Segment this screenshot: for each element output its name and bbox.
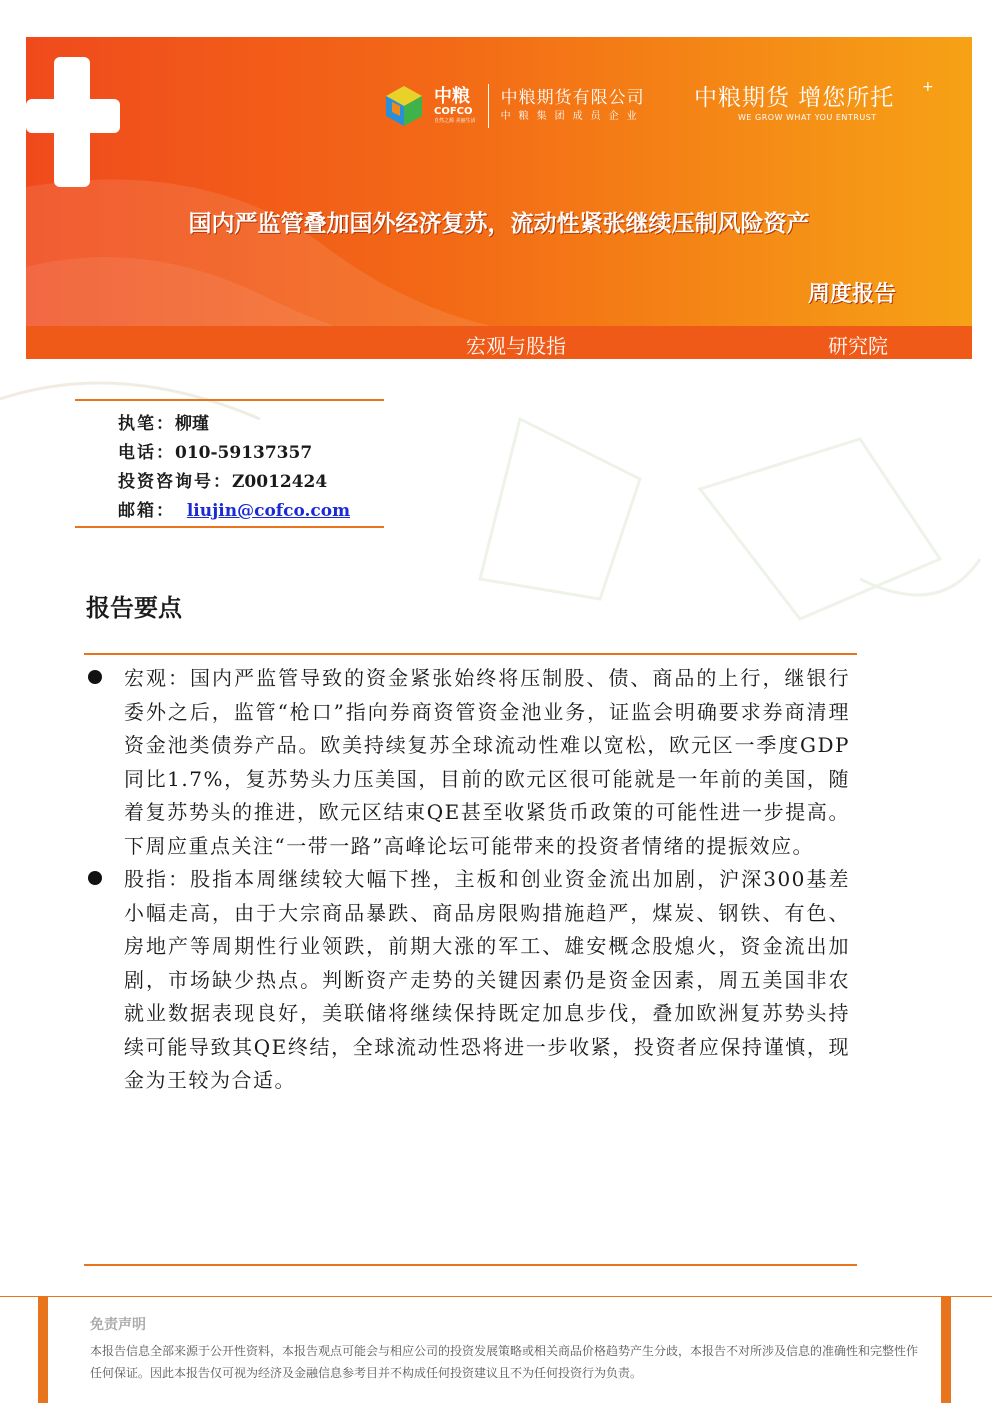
cofco-logo — [382, 81, 645, 131]
disclaimer-title: 免责声明 — [90, 1317, 146, 1333]
bullet-text: 股指：股指本周继续较大幅下挫，主板和创业资金流出加剧，沪深300基差小幅走高，由于大宗商品暴跌、商品房限购措施趋严，煤炭、钢铁、有色、房地产等周期性行业领跌，前期大涨的军工、雄安概念股熄火，资金流出加剧，市场缺少热点。判断资产走势的关键因素仍是资金因素，周五美国非农就业数据表现良好，美联储将继续保持既定加息步伐，叠加欧洲复苏势头持续可能导致其QE终结，全球流动性恐将进一步收紧，投资者应保持谨慎，现金为王较为合适。 — [124, 867, 850, 1092]
key-points-list — [88, 662, 850, 1098]
slogan — [694, 79, 934, 123]
disclaimer-footer — [0, 1290, 992, 1403]
phone-number: 010-59137357 — [175, 443, 313, 463]
department: 研究院 — [828, 334, 888, 358]
logo-en-text: COFCO — [434, 105, 473, 117]
bullet-icon — [88, 871, 102, 885]
company-subtitle: 中粮集团成员企业 — [500, 111, 645, 122]
slogan-en: WE GROW WHAT YOU ENTRUST — [738, 113, 877, 122]
writer-name: 柳瑾 — [175, 414, 209, 434]
license-number: Z0012424 — [232, 472, 328, 492]
license-line: 投资咨询号：Z0012424 — [118, 472, 328, 492]
bullet-text: 宏观：国内严监管导致的资金紧张始终将压制股、债、商品的上行，继银行委外之后，监管“枪口”指向券商资管资金池业务，证监会明确要求券商清理资金池类债券产品。欧美持续复苏全球流动性难以宽松，欧元区一季度GDP同比1.7%，复苏势头力压美国，目前的欧元区很可能就是一年前的美国，随着复苏势头的推进，欧元区结束QE甚至收紧货币政策的可能性进一步提高。下周应重点关注“一带一路”高峰论坛可能带来的投资者情绪的提振效应。 — [124, 666, 850, 858]
disclaimer-text: 本报告信息全部来源于公开性资料，本报告观点可能会与相应公司的投资发展策略或相关商品价格趋势产生分歧，本报告不对所涉及信息的准确性和完整性作任何保证。因此本报告仅可视为经济及金融信息参考目并不构成任何投资建议且不为任何投资行为负责。 — [90, 1344, 919, 1380]
logo-cn-text: 中粮 — [434, 85, 470, 107]
company-name: 中粮期货有限公司 — [500, 88, 645, 108]
email-line: 邮箱： liujin@cofco.com — [118, 501, 351, 521]
list-item — [88, 863, 850, 1098]
report-type: 周度报告 — [807, 281, 896, 307]
report-title: 国内严监管叠加国外经济复苏，流动性紧张继续压制风险资产 — [188, 210, 810, 237]
footer-bar-right — [941, 1296, 951, 1403]
category-strip — [26, 326, 972, 359]
footer-bar-left — [38, 1296, 48, 1403]
bullet-icon — [88, 670, 102, 684]
phone-line: 电话：010-59137357 — [118, 443, 313, 463]
divider-bottom — [84, 1264, 857, 1266]
logo-divider — [488, 84, 489, 128]
footer-line — [0, 1296, 992, 1297]
list-item — [88, 662, 850, 863]
cofco-cube-icon — [382, 84, 426, 128]
logo-tagline: 自然之源 美丽生活 — [434, 117, 476, 124]
divider-top — [84, 653, 857, 655]
slogan-cn: 中粮期货 增您所托 — [694, 85, 895, 111]
header-banner — [26, 37, 972, 359]
report-category: 宏观与股指 — [466, 334, 566, 358]
email-link[interactable]: liujin@cofco.com — [186, 501, 351, 521]
plus-sparkle-icon: + — [922, 79, 934, 95]
author-info — [75, 399, 384, 528]
writer-line: 执笔：柳瑾 — [118, 414, 209, 434]
section-title: 报告要点 — [86, 593, 182, 622]
plus-shape-horizontal — [26, 99, 120, 133]
